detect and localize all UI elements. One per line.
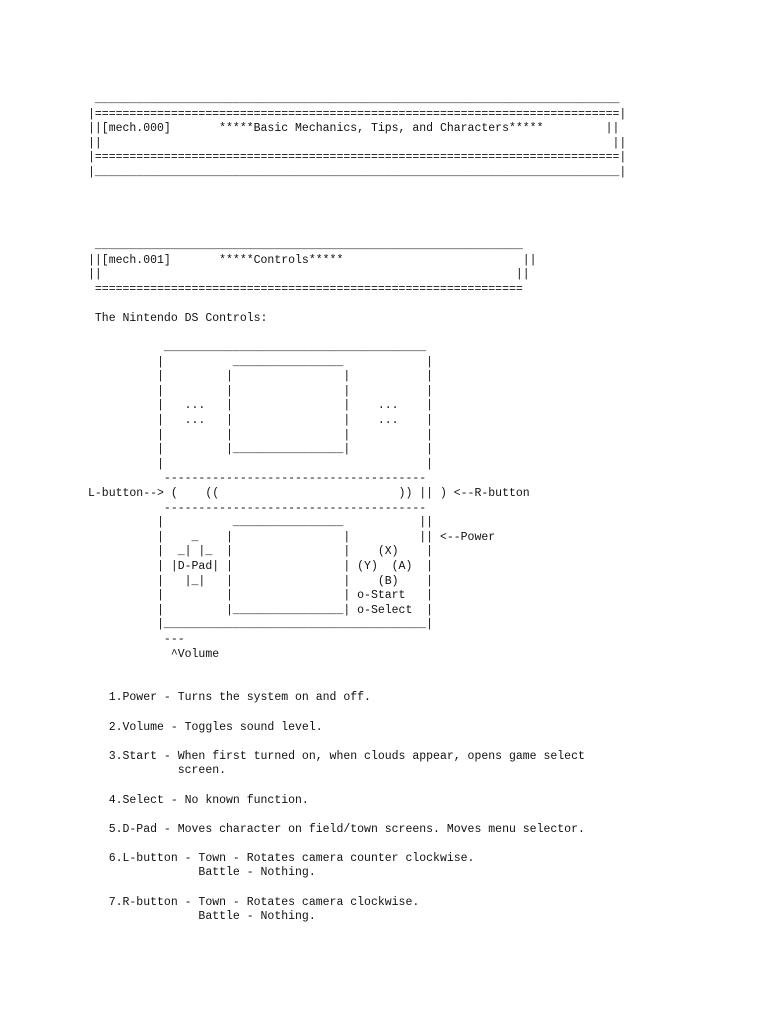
text-line: |============================================================================|	[88, 151, 627, 165]
text-line: 1.Power - Turns the system on and off.	[88, 691, 371, 705]
text-line: ____________________________________________________________________________	[88, 93, 620, 106]
text-line	[88, 837, 626, 852]
text-line: ==============================================================	[88, 282, 523, 296]
text-line: || ||	[88, 268, 530, 282]
text-line: | | | |	[88, 428, 434, 442]
text-line: ---	[88, 632, 185, 646]
text-line: screen.	[88, 764, 227, 778]
text-line: | ________________ |	[88, 355, 434, 369]
text-line: | ________________ ||	[88, 516, 434, 530]
text-line: | _ | | || <--Power	[88, 530, 496, 544]
text-line: | |	[88, 457, 434, 471]
text-line: L-button--> ( (( )) || ) <--R-button	[88, 487, 530, 501]
text-line	[88, 662, 626, 677]
text-line: | |D-Pad| | | (Y) (A) |	[88, 560, 434, 573]
text-line	[88, 779, 626, 794]
text-line: | | | |	[88, 370, 434, 384]
text-line: ______________________________________	[88, 341, 427, 355]
text-line: | ... | | ... |	[88, 399, 434, 413]
text-line	[88, 181, 626, 196]
text-line: --------------------------------------	[88, 501, 427, 515]
text-line: | _| |_ | | (X) |	[88, 545, 434, 559]
text-line: 6.L-button - Town - Rotates camera counter clockwise.	[88, 851, 475, 865]
text-line: 3.Start - When first turned on, when clouds appear, opens game select	[88, 749, 585, 763]
text-line: ^Volume	[88, 647, 220, 661]
text-line: 2.Volume - Toggles sound level.	[88, 720, 323, 734]
text-line: || ||	[88, 136, 627, 150]
text-line: The Nintendo DS Controls:	[88, 311, 268, 325]
text-line	[88, 224, 626, 239]
text-line	[88, 881, 626, 896]
text-line: |============================================================================|	[88, 107, 627, 121]
text-line: |______________________________________|	[88, 618, 434, 632]
text-line	[88, 677, 626, 692]
text-line: Battle - Nothing.	[88, 866, 316, 880]
text-line	[88, 195, 626, 210]
text-line: 7.R-button - Town - Rotates camera clockwise.	[88, 895, 420, 909]
text-line: ||[mech.000] *****Basic Mechanics, Tips, and Characters***** ||	[88, 122, 620, 136]
text-line: ______________________________________________________________	[88, 238, 523, 252]
text-line: | |________________| |	[88, 443, 434, 457]
text-line: | |________________| o-Select |	[88, 603, 434, 617]
text-line: | | | |	[88, 384, 434, 398]
text-line	[88, 327, 626, 342]
text-line: --------------------------------------	[88, 472, 427, 486]
text-line: | |_| | | (B) |	[88, 574, 434, 588]
text-line	[88, 297, 626, 312]
text-line	[88, 735, 626, 750]
text-line	[88, 808, 626, 823]
text-line: |____________________________________________________________________________|	[88, 165, 627, 179]
text-line: 5.D-Pad - Moves character on field/town screens. Moves menu selector.	[88, 822, 585, 836]
text-line: | | | o-Start |	[88, 589, 434, 603]
text-line	[88, 706, 626, 721]
text-line: | ... | | ... |	[88, 414, 434, 428]
text-line: ||[mech.001] *****Controls***** ||	[88, 253, 537, 267]
text-line: Battle - Nothing.	[88, 910, 316, 924]
document-text	[88, 93, 626, 925]
text-line: 4.Select - No known function.	[88, 793, 309, 807]
text-line	[88, 210, 626, 225]
